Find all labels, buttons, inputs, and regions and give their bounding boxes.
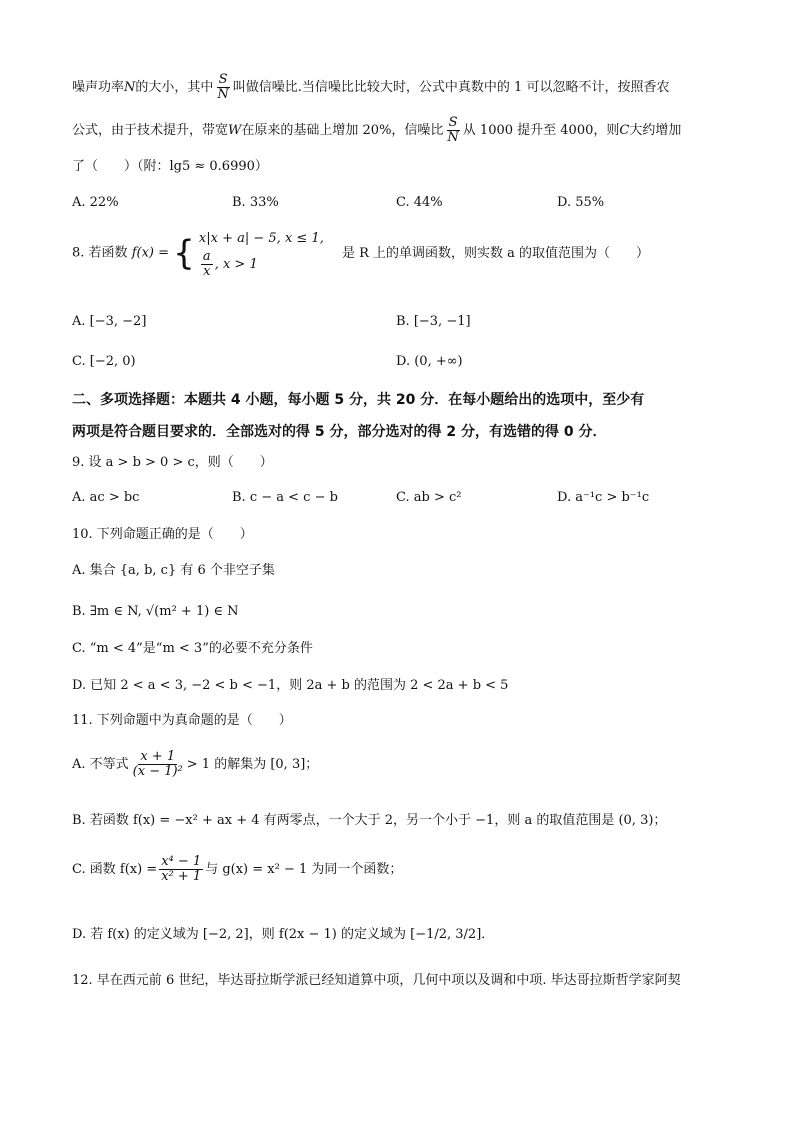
q10-option-c: C. “m < 4”是“m < 3”的必要不充分条件 xyxy=(72,641,313,656)
paragraph-line-2 xyxy=(72,116,681,145)
var-N: N xyxy=(124,80,136,95)
var-W: W xyxy=(228,123,242,138)
q11-option-a xyxy=(72,750,318,779)
q9-option-a: A. ac > bc xyxy=(72,490,140,505)
question-10-stem: 10. 下列命题正确的是（ ） xyxy=(72,527,253,542)
question-8-stem xyxy=(72,228,649,279)
q8-option-a: A. [−3, −2] xyxy=(72,314,147,329)
text: 从 1000 提升至 4000，则 xyxy=(462,123,620,138)
numerator: x⁴ − 1 xyxy=(161,854,202,869)
q7-option-a: A. 22% xyxy=(72,195,119,210)
q11-option-c xyxy=(72,855,402,884)
denominator: N xyxy=(217,87,229,102)
text: 噪声功率 xyxy=(72,80,125,95)
text: 在原来的基础上增加 20%，信噪比 xyxy=(241,123,444,138)
case-2 xyxy=(199,250,324,279)
q7-option-c: C. 44% xyxy=(396,195,443,210)
func-label: f(x) = xyxy=(131,245,169,261)
q10-option-a: A. 集合 {a, b, c} 有 6 个非空子集 xyxy=(72,563,275,578)
section-2-heading-line-1: 二、多项选择题：本题共 4 小题，每小题 5 分，共 20 分．在每小题给出的选项中，至少有 xyxy=(72,392,645,408)
text: C. 函数 f(x) = xyxy=(72,862,158,877)
text: > 1 的解集为 [0, 3]； xyxy=(186,757,319,772)
text: 叫做信噪比.当信噪比比较大时，公式中真数中的 1 可以忽略不计，按照香农 xyxy=(232,80,670,95)
q8-option-b: B. [−3, −1] xyxy=(396,314,471,329)
text: 大约增加 xyxy=(629,123,682,138)
text: 公式，由于技术提升，带宽 xyxy=(72,123,229,138)
fraction-s-over-n xyxy=(215,73,230,102)
section-2-heading-line-2: 两项是符合题目要求的．全部选对的得 5 分，部分选对的得 2 分，有选错的得 0 分． xyxy=(72,424,607,440)
q11-option-d: D. 若 f(x) 的定义域为 [−2, 2]，则 f(2x − 1) 的定义域为 [−1/2, 3/2]． xyxy=(72,927,495,942)
q9-option-b: B. c − a < c − b xyxy=(232,490,338,505)
q8-option-d: D. (0, +∞) xyxy=(396,354,463,369)
question-12-stem: 12. 早在西元前 6 世纪，毕达哥拉斯学派已经知道算中项，几何中项以及调和中项. 毕达哥拉斯哲学家阿契 xyxy=(72,973,681,988)
fraction xyxy=(131,750,185,779)
condition: , x > 1 xyxy=(214,257,258,272)
text: 的大小，其中 xyxy=(135,80,214,95)
denominator: x xyxy=(203,264,211,279)
piecewise-cases xyxy=(199,228,324,279)
q11-option-b: B. 若函数 f(x) = −x² + ax + 4 有两零点，一个大于 2，另一个小于 −1，则 a 的取值范围是 (0, 3)； xyxy=(72,813,667,828)
paragraph-line-1 xyxy=(72,73,669,102)
denominator: (x − 1)² xyxy=(132,764,183,779)
numerator: S xyxy=(448,115,458,130)
denominator: x² + 1 xyxy=(161,869,202,884)
case-1: x|x + a| − 5, x ≤ 1, xyxy=(198,231,324,246)
q10-option-b: B. ∃m ∈ N, √(m² + 1) ∈ N xyxy=(72,604,239,619)
q8-option-c: C. [−2, 0) xyxy=(72,354,136,369)
question-9-stem: 9. 设 a > b > 0 > c，则（ ） xyxy=(72,455,273,470)
text: 是 R 上的单调函数，则实数 a 的取值范围为（ ） xyxy=(341,245,650,261)
left-brace: { xyxy=(173,233,195,274)
question-11-stem: 11. 下列命题中为真命题的是（ ） xyxy=(72,713,292,728)
numerator: S xyxy=(218,72,228,87)
q9-option-c: C. ab > c² xyxy=(396,490,462,505)
fraction-a-over-x xyxy=(201,250,213,279)
fraction-s-over-n xyxy=(445,116,460,145)
q7-option-d: D. 55% xyxy=(557,195,605,210)
var-C: C xyxy=(619,123,630,138)
fraction xyxy=(159,855,203,884)
paragraph-line-3: 了（ ）（附：lg5 ≈ 0.6990） xyxy=(72,159,268,174)
numerator: a xyxy=(202,249,211,264)
text: 与 g(x) = x² − 1 为同一个函数； xyxy=(205,862,403,877)
q10-option-d: D. 已知 2 < a < 3, −2 < b < −1，则 2a + b 的范围为 2 < 2a + b < 5 xyxy=(72,678,509,693)
q9-option-d: D. a⁻¹c > b⁻¹c xyxy=(557,490,650,505)
q7-option-b: B. 33% xyxy=(232,195,279,210)
text: 8. 若函数 xyxy=(72,245,128,261)
denominator: N xyxy=(447,130,459,145)
numerator: x + 1 xyxy=(140,749,176,764)
text: A. 不等式 xyxy=(72,757,129,772)
